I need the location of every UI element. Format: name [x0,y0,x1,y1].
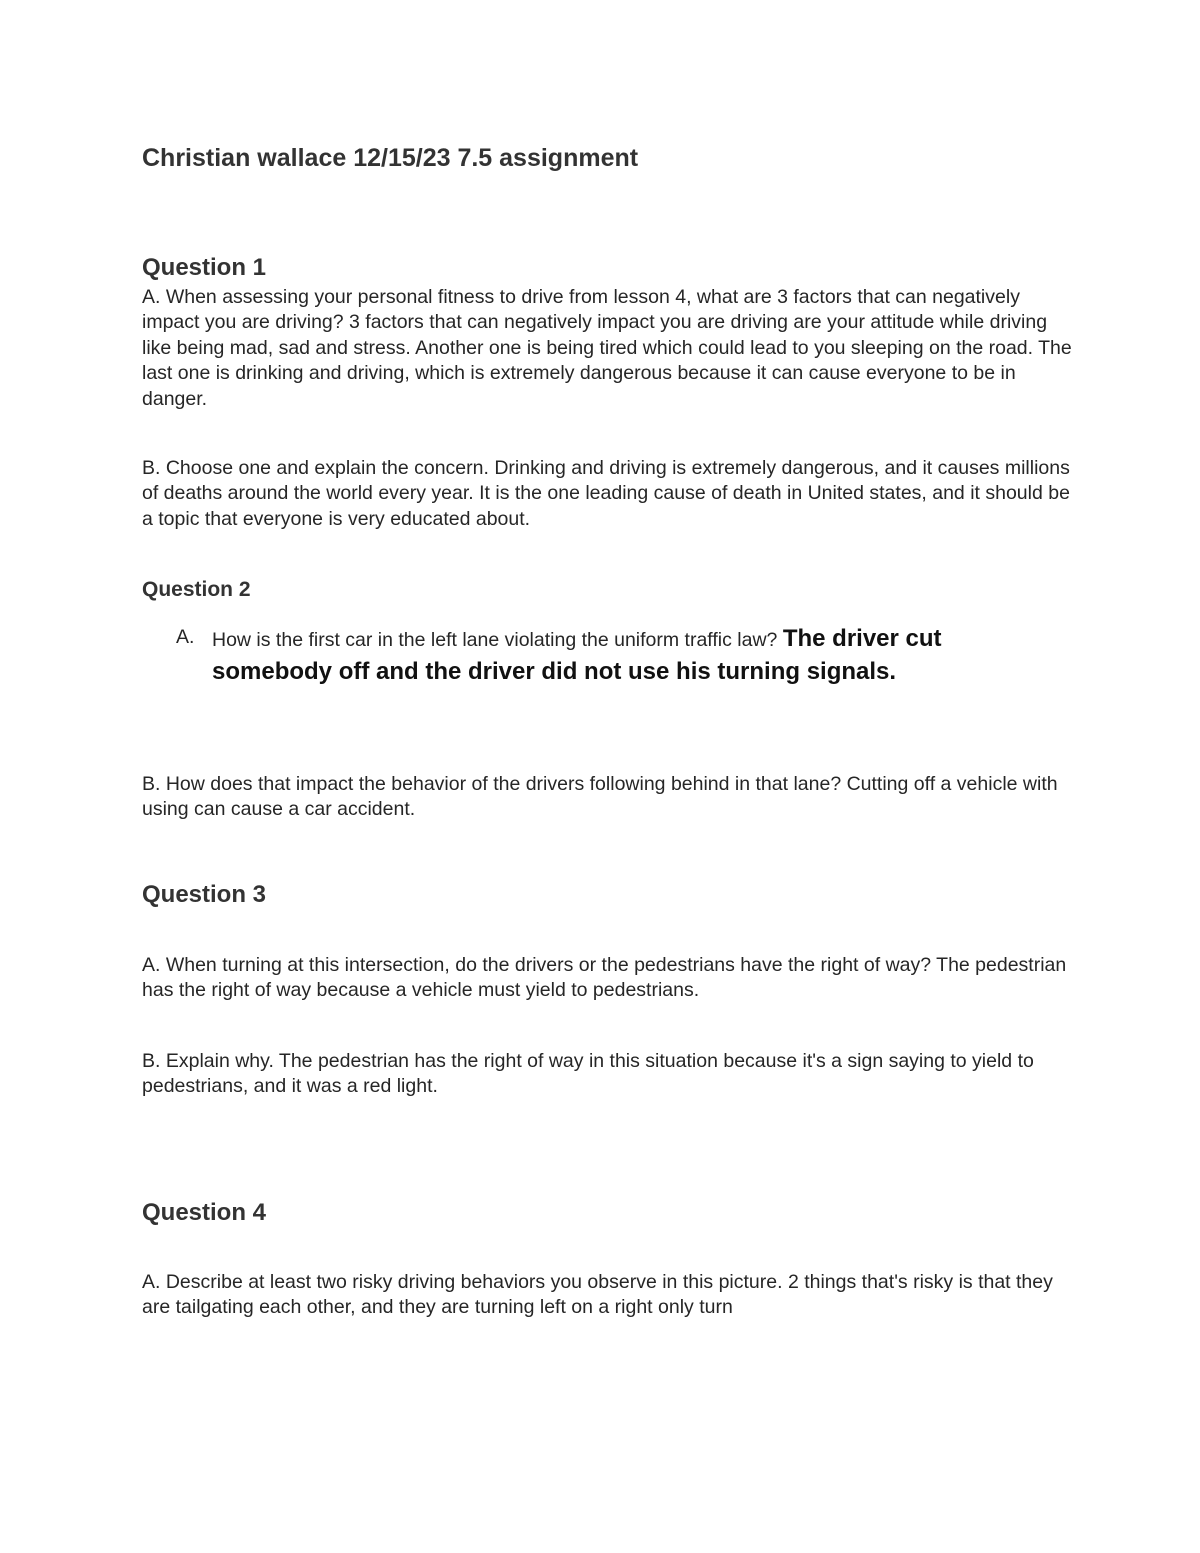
question-2-part-b: B. How does that impact the behavior of the drivers following behind in that lane? Cutting off a vehicle with using can cause a car accident. [142,773,1058,821]
question-4-heading: Question 4 [142,1199,267,1226]
question-2-part-a-answer: The driver cut somebody off and the driver did not use his turning signals. [212,625,942,685]
document-title: Christian wallace 12/15/23 7.5 assignment [142,144,639,172]
question-2-part-a-question: How is the first car in the left lane violating the uniform traffic law? [212,629,783,651]
question-3-part-b: B. Explain why. The pedestrian has the right of way in this situation because it's a sign saying to yield to pedestrians, and it was a red light. [142,1050,1034,1098]
question-2-part-a-body [212,623,1062,689]
question-1-part-b: B. Choose one and explain the concern. Drinking and driving is extremely dangerous, and it causes millions of deaths around the world every year. It is the one leading cause of death in United states, and it should be a topic that everyone is very educated about. [142,457,1070,530]
list-marker: A. [176,626,195,648]
question-2-part-a [176,623,1076,689]
question-2-heading: Question 2 [142,578,251,601]
question-4-part-a: A. Describe at least two risky driving behaviors you observe in this picture. 2 things that's risky is that they are tailgating each other, and they are turning left on a right only turn [142,1271,1053,1319]
question-1-part-a: A. When assessing your personal fitness to drive from lesson 4, what are 3 factors that can negatively impact you are driving? 3 factors that can negatively impact you are driving are your attitude while driving like being mad, sad and stress. Another one is being tired which could lead to you sleeping on the road. The last one is drinking and driving, which is extremely dangerous because it can cause everyone to be in danger. [142,286,1072,410]
question-3-part-a: A. When turning at this intersection, do the drivers or the pedestrians have the right of way? The pedestrian has the right of way because a vehicle must yield to pedestrians. [142,954,1067,1002]
question-1-heading: Question 1 [142,254,267,281]
question-3-heading: Question 3 [142,881,267,908]
